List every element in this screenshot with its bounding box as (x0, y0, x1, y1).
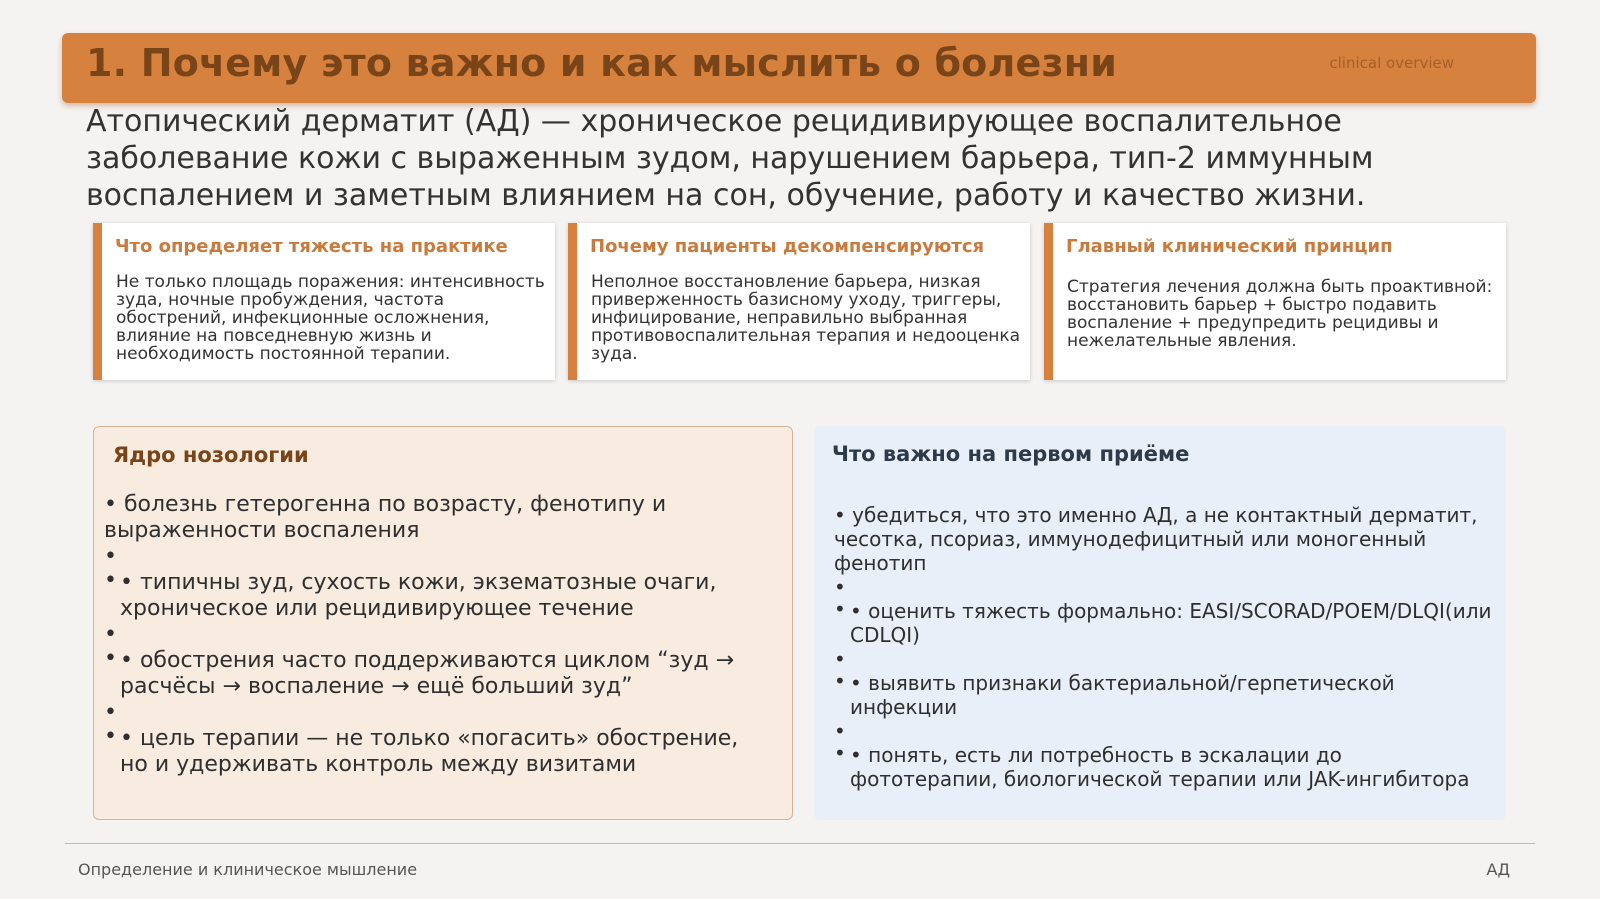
panel-title: Ядро нозологии (113, 443, 309, 467)
list-item (104, 570, 764, 622)
footer-topic-label: АД (1486, 860, 1510, 879)
footer-section-label: Определение и клиническое мышление (78, 860, 418, 879)
first-visit-panel (814, 426, 1506, 820)
bullet-marker: • (104, 700, 117, 725)
section-tag: clinical overview (1329, 54, 1454, 72)
footer-divider (65, 843, 1535, 844)
list-item (834, 671, 1494, 719)
list-item-text: • цель терапии — не только «погасить» обострение, но и удерживать контроль между визитами (120, 726, 739, 777)
card-body: Неполное восстановление барьера, низкая приверженность базисному уходу, триггеры, инфицирование, неправильно выбранная противовоспалительная терапия и недооценка зуда. (591, 272, 1021, 364)
list-item (834, 743, 1494, 791)
card-title: Главный клинический принцип (1066, 236, 1393, 257)
core-panel (93, 426, 793, 820)
panel-title: Что важно на первом приёме (832, 442, 1190, 466)
bullet-marker: • (834, 669, 846, 693)
card-title: Почему пациенты декомпенсируются (590, 236, 985, 257)
bullet-marker: • (104, 724, 117, 749)
list-item-text: • типичны зуд, сухость кожи, экзематозные очаги, хроническое или рецидивирующее течение (120, 570, 717, 621)
bullet-marker: • (834, 719, 846, 743)
bullet-marker: • (834, 741, 846, 765)
bullet-marker: • (834, 647, 846, 671)
card-body: Не только площадь поражения: интенсивность зуда, ночные пробуждения, частота обострений, инфекционные осложнения, влияние на повседневную жизнь и необходимость постоянной терапии. (116, 272, 545, 364)
info-card-principle (1044, 223, 1506, 380)
list-item-text: • понять, есть ли потребность в эскалации до фототерапии, биологической терапии или JAK-ингибитора (850, 743, 1470, 791)
info-card-decompensation (568, 223, 1030, 380)
list-item (104, 726, 764, 778)
list-item: • болезнь гетерогенна по возрасту, фенотипу и выраженности воспаления (104, 492, 667, 543)
first-visit-list (834, 503, 1494, 791)
bullet-marker: • (104, 544, 117, 569)
info-card-severity (93, 223, 555, 380)
list-item (104, 648, 764, 700)
card-title: Что определяет тяжесть на практике (115, 236, 508, 257)
bullet-marker: • (834, 597, 846, 621)
card-body: Стратегия лечения должна быть проактивной: восстановить барьер + быстро подавить воспаление + предупредить рецидивы и нежелательные явления. (1067, 277, 1493, 351)
lead-paragraph: Атопический дерматит (АД) — хроническое рецидивирующее воспалительное заболевание кожи с выраженным зудом, нарушением барьера, тип-2 иммунным воспалением и заметным влиянием на сон, обучение, работу и качество жизни. (86, 104, 1374, 213)
list-item: • убедиться, что это именно АД, а не контактный дерматит, чесотка, псориаз, иммунодефицитный или моногенный фенотип (834, 503, 1478, 575)
bullet-marker: • (104, 568, 117, 593)
list-item-text: • обострения часто поддерживаются циклом “зуд → расчёсы → воспаление → ещё больший зуд” (120, 648, 735, 699)
list-item (834, 599, 1494, 647)
list-item-text: • выявить признаки бактериальной/герпетической инфекции (850, 671, 1395, 719)
list-item-text: • оценить тяжесть формально: EASI/SCORAD/POEM/DLQI(или CDLQI) (850, 599, 1492, 647)
title-bar (62, 33, 1536, 103)
page-title: 1. Почему это важно и как мыслить о болезни (86, 41, 1118, 85)
core-list (104, 492, 764, 778)
bullet-marker: • (834, 575, 846, 599)
bullet-marker: • (104, 622, 117, 647)
bullet-marker: • (104, 646, 117, 671)
